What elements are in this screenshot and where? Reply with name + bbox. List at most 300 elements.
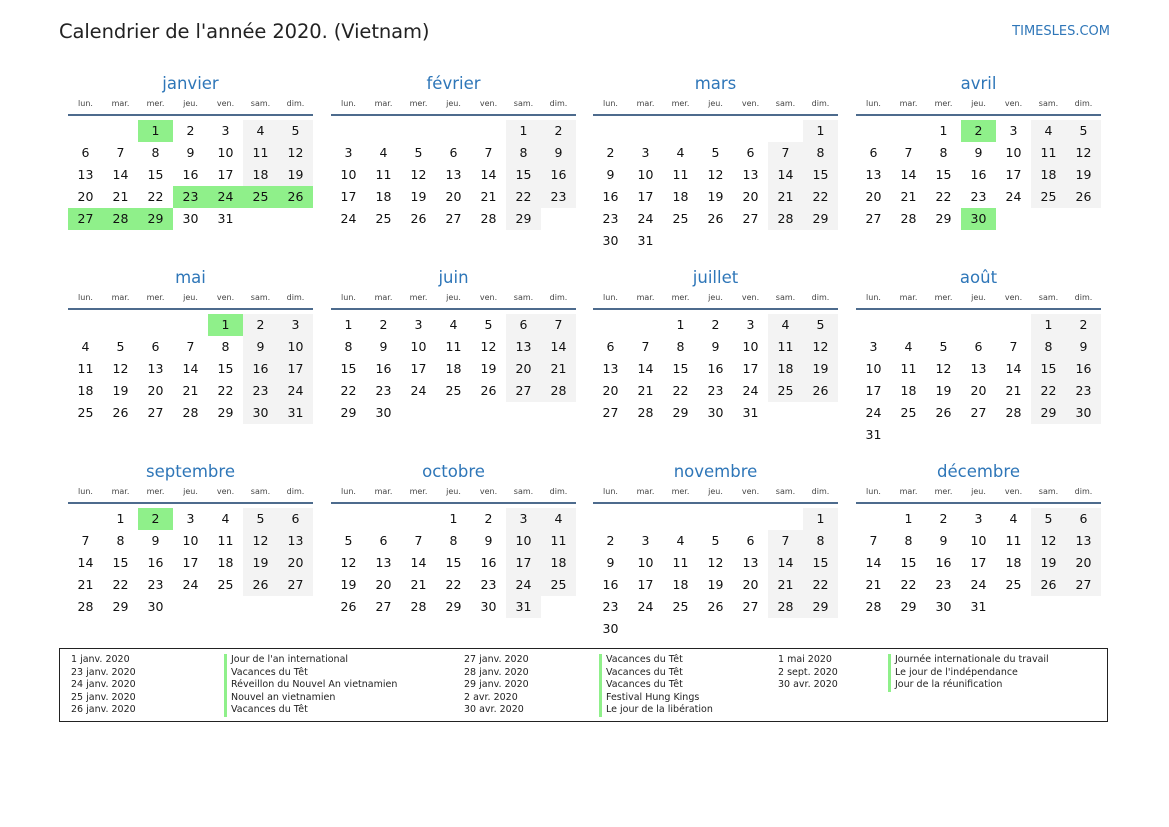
week-row	[68, 530, 313, 552]
day-cell: 18	[243, 164, 278, 186]
legend-date: 1 mai 2020	[778, 654, 832, 665]
weekday-label: ven.	[216, 293, 235, 302]
day-cell: 7	[414, 533, 423, 548]
day-cell: 14	[182, 361, 199, 376]
empty-cell	[401, 508, 436, 530]
day-cell: 28	[480, 211, 497, 226]
day-cell: 23	[480, 577, 497, 592]
day-cell: 9	[541, 142, 576, 164]
empty-cell	[593, 508, 628, 530]
weekday-label: lun.	[603, 293, 618, 302]
day-cell: 10	[506, 530, 541, 552]
legend-holiday-name: Vacances du Têt	[599, 654, 713, 667]
site-link[interactable]: TIMESLES.COM	[1012, 24, 1110, 39]
weekday-label: mar.	[636, 487, 655, 496]
day-cell: 26	[707, 211, 724, 226]
day-cell: 8	[1031, 336, 1066, 358]
day-cell: 26	[707, 599, 724, 614]
empty-cell	[173, 596, 208, 618]
day-cell: 20	[445, 189, 462, 204]
day-cell: 31	[278, 402, 313, 424]
weekday-label: jeu.	[183, 99, 198, 108]
legend-date: 24 janv. 2020	[71, 679, 136, 690]
day-cell: 6	[869, 145, 878, 160]
empty-cell	[663, 230, 698, 252]
week-row	[593, 508, 838, 530]
weekday-label: ven.	[479, 293, 498, 302]
day-cell: 29	[138, 208, 173, 230]
day-cell: 7	[768, 142, 803, 164]
week-row	[68, 142, 313, 164]
day-cell: 6	[1066, 508, 1101, 530]
empty-cell	[856, 508, 891, 530]
day-cell: 15	[147, 167, 164, 182]
legend-date: 30 avr. 2020	[778, 679, 838, 690]
day-cell: 3	[186, 511, 195, 526]
day-cell: 23	[1066, 380, 1101, 402]
day-cell: 7	[1009, 339, 1018, 354]
legend-date: 23 janv. 2020	[71, 666, 136, 678]
day-cell: 2	[606, 533, 615, 548]
empty-cell	[593, 314, 628, 336]
empty-cell	[541, 208, 576, 230]
month-10	[331, 460, 576, 618]
empty-cell	[243, 208, 278, 230]
weekday-label: sam.	[775, 293, 796, 302]
day-cell: 17	[637, 577, 654, 592]
day-cell: 25	[1031, 186, 1066, 208]
day-cell: 31	[865, 427, 882, 442]
week-row	[68, 552, 313, 574]
day-cell: 4	[904, 339, 913, 354]
day-cell: 9	[484, 533, 493, 548]
day-cell: 21	[1005, 383, 1022, 398]
day-cell: 25	[243, 186, 278, 208]
weekday-label: dim.	[811, 99, 830, 108]
weekday-header	[331, 96, 576, 116]
day-cell: 5	[414, 145, 423, 160]
day-cell: 10	[742, 339, 759, 354]
day-cell: 15	[935, 167, 952, 182]
empty-cell	[541, 596, 576, 618]
empty-cell	[663, 618, 698, 640]
empty-cell	[856, 314, 891, 336]
month-4	[856, 72, 1101, 230]
week-row	[593, 380, 838, 402]
day-cell: 13	[506, 336, 541, 358]
day-cell: 11	[541, 530, 576, 552]
day-cell: 28	[103, 208, 138, 230]
weekday-label: lun.	[603, 487, 618, 496]
day-cell: 30	[602, 233, 619, 248]
empty-cell	[663, 508, 698, 530]
week-row	[331, 358, 576, 380]
day-cell: 17	[1005, 167, 1022, 182]
weekday-label: dim.	[1074, 99, 1093, 108]
weekday-label: mar.	[374, 293, 393, 302]
day-cell: 20	[147, 383, 164, 398]
weekday-header	[856, 290, 1101, 310]
weekday-header	[68, 290, 313, 310]
weekday-label: mar.	[111, 293, 130, 302]
week-row	[331, 402, 576, 424]
day-cell: 17	[340, 189, 357, 204]
empty-cell	[856, 120, 891, 142]
day-cell: 28	[541, 380, 576, 402]
week-row	[331, 552, 576, 574]
weekday-label: ven.	[1004, 293, 1023, 302]
empty-cell	[1066, 424, 1101, 446]
weekday-label: sam.	[513, 99, 534, 108]
empty-cell	[436, 120, 471, 142]
day-cell: 10	[182, 533, 199, 548]
day-cell: 22	[217, 383, 234, 398]
day-cell: 1	[803, 120, 838, 142]
day-cell: 14	[637, 361, 654, 376]
weekday-label: dim.	[811, 487, 830, 496]
day-cell: 6	[506, 314, 541, 336]
day-cell: 23	[707, 383, 724, 398]
day-cell: 17	[182, 555, 199, 570]
month-name: juillet	[692, 268, 739, 287]
empty-cell	[768, 508, 803, 530]
day-cell: 12	[1031, 530, 1066, 552]
day-cell: 3	[974, 511, 983, 526]
day-cell: 31	[637, 233, 654, 248]
weekday-header	[331, 484, 576, 504]
day-cell: 17	[742, 361, 759, 376]
day-cell: 9	[939, 533, 948, 548]
day-cell: 11	[768, 336, 803, 358]
weekday-label: lun.	[341, 487, 356, 496]
day-cell: 4	[768, 314, 803, 336]
week-row	[68, 380, 313, 402]
day-cell: 24	[278, 380, 313, 402]
day-cell: 22	[112, 577, 129, 592]
day-cell: 7	[768, 530, 803, 552]
day-cell: 6	[151, 339, 160, 354]
empty-cell	[891, 424, 926, 446]
weekday-label: lun.	[341, 99, 356, 108]
empty-cell	[628, 314, 663, 336]
day-cell: 21	[768, 186, 803, 208]
weekday-label: lun.	[603, 99, 618, 108]
day-cell: 18	[1031, 164, 1066, 186]
day-cell: 26	[1066, 186, 1101, 208]
day-cell: 25	[1005, 577, 1022, 592]
day-cell: 12	[803, 336, 838, 358]
day-cell: 5	[344, 533, 353, 548]
day-cell: 20	[506, 358, 541, 380]
week-row	[856, 508, 1101, 530]
day-cell: 13	[602, 361, 619, 376]
week-row	[856, 424, 1101, 446]
day-cell: 27	[742, 211, 759, 226]
day-cell: 27	[147, 405, 164, 420]
empty-cell	[278, 208, 313, 230]
day-cell: 3	[414, 317, 423, 332]
day-cell: 22	[1031, 380, 1066, 402]
day-cell: 3	[506, 508, 541, 530]
day-cell: 25	[541, 574, 576, 596]
weekday-label: sam.	[250, 293, 271, 302]
day-cell: 16	[602, 189, 619, 204]
day-cell: 14	[900, 167, 917, 182]
legend-holiday-name: Jour de la réunification	[888, 679, 1049, 692]
empty-cell	[961, 314, 996, 336]
weekday-label: sam.	[775, 487, 796, 496]
day-cell: 3	[746, 317, 755, 332]
day-cell: 15	[803, 552, 838, 574]
month-name: juin	[438, 268, 469, 287]
month-name: octobre	[422, 462, 485, 481]
legend-date: 29 janv. 2020	[464, 679, 529, 690]
day-cell: 18	[768, 358, 803, 380]
weekday-label: sam.	[250, 99, 271, 108]
day-cell: 16	[541, 164, 576, 186]
day-cell: 10	[637, 167, 654, 182]
week-row	[593, 314, 838, 336]
day-cell: 11	[1031, 142, 1066, 164]
empty-cell	[628, 508, 663, 530]
day-cell: 8	[676, 339, 685, 354]
day-cell: 28	[865, 599, 882, 614]
day-cell: 9	[186, 145, 195, 160]
day-cell: 18	[541, 552, 576, 574]
weekday-label: sam.	[513, 487, 534, 496]
day-cell: 29	[445, 599, 462, 614]
day-cell: 9	[243, 336, 278, 358]
day-cell: 15	[112, 555, 129, 570]
weekday-label: jeu.	[971, 99, 986, 108]
day-cell: 17	[970, 555, 987, 570]
day-cell: 6	[379, 533, 388, 548]
day-cell: 8	[449, 533, 458, 548]
empty-cell	[506, 402, 541, 424]
week-row	[68, 358, 313, 380]
day-cell: 9	[974, 145, 983, 160]
day-cell: 4	[676, 533, 685, 548]
day-cell: 3	[869, 339, 878, 354]
month-2	[331, 72, 576, 230]
week-row	[856, 164, 1101, 186]
day-cell: 6	[81, 145, 90, 160]
day-cell: 7	[116, 145, 125, 160]
day-cell: 15	[1031, 358, 1066, 380]
day-cell: 4	[379, 145, 388, 160]
weekday-label: dim.	[549, 487, 568, 496]
day-cell: 18	[445, 361, 462, 376]
day-cell: 6	[606, 339, 615, 354]
day-cell: 27	[375, 599, 392, 614]
day-cell: 20	[77, 189, 94, 204]
day-cell: 5	[243, 508, 278, 530]
day-cell: 24	[742, 383, 759, 398]
empty-cell	[698, 120, 733, 142]
day-cell: 23	[602, 211, 619, 226]
day-cell: 10	[410, 339, 427, 354]
day-cell: 2	[711, 317, 720, 332]
day-cell: 25	[900, 405, 917, 420]
week-row	[331, 164, 576, 186]
day-cell: 3	[221, 123, 230, 138]
day-cell: 7	[541, 314, 576, 336]
day-cell: 20	[865, 189, 882, 204]
week-row	[593, 358, 838, 380]
week-row	[856, 208, 1101, 230]
month-name: mai	[175, 268, 206, 287]
day-cell: 1	[344, 317, 353, 332]
day-cell: 13	[1066, 530, 1101, 552]
legend-date: 28 janv. 2020	[464, 666, 529, 678]
day-cell: 7	[186, 339, 195, 354]
day-cell: 25	[375, 211, 392, 226]
day-cell: 14	[541, 336, 576, 358]
empty-cell	[803, 402, 838, 424]
day-cell: 17	[637, 189, 654, 204]
weekday-label: dim.	[549, 293, 568, 302]
month-7	[593, 266, 838, 424]
empty-cell	[331, 120, 366, 142]
week-row	[331, 336, 576, 358]
weekday-label: lun.	[341, 293, 356, 302]
day-cell: 13	[970, 361, 987, 376]
day-cell: 8	[116, 533, 125, 548]
day-cell: 23	[541, 186, 576, 208]
week-row	[331, 314, 576, 336]
day-cell: 21	[410, 577, 427, 592]
weekday-label: dim.	[1074, 293, 1093, 302]
weekday-label: ven.	[741, 293, 760, 302]
day-cell: 20	[1066, 552, 1101, 574]
empty-cell	[698, 618, 733, 640]
month-name: janvier	[162, 74, 219, 93]
day-cell: 16	[375, 361, 392, 376]
day-cell: 15	[217, 361, 234, 376]
day-cell: 27	[865, 211, 882, 226]
week-row	[593, 552, 838, 574]
weekday-label: mar.	[374, 99, 393, 108]
week-row	[68, 120, 313, 142]
day-cell: 22	[803, 186, 838, 208]
day-cell: 3	[344, 145, 353, 160]
day-cell: 15	[340, 361, 357, 376]
week-row	[68, 164, 313, 186]
day-cell: 28	[637, 405, 654, 420]
week-row	[68, 596, 313, 618]
weekday-label: mar.	[374, 487, 393, 496]
day-cell: 27	[445, 211, 462, 226]
empty-cell	[961, 424, 996, 446]
day-cell: 1	[116, 511, 125, 526]
weekday-label: mer.	[409, 99, 428, 108]
day-cell: 21	[182, 383, 199, 398]
day-cell: 30	[147, 599, 164, 614]
week-row	[856, 120, 1101, 142]
day-cell: 19	[340, 577, 357, 592]
day-cell: 24	[865, 405, 882, 420]
week-row	[68, 314, 313, 336]
day-cell: 14	[480, 167, 497, 182]
day-cell: 28	[900, 211, 917, 226]
week-row	[331, 186, 576, 208]
day-cell: 21	[768, 574, 803, 596]
day-cell: 28	[182, 405, 199, 420]
week-row	[856, 358, 1101, 380]
day-cell: 16	[480, 555, 497, 570]
legend-holiday-name: Réveillon du Nouvel An vietnamien	[224, 679, 397, 692]
day-cell: 15	[672, 361, 689, 376]
week-row	[856, 186, 1101, 208]
weekday-label: dim.	[286, 99, 305, 108]
day-cell: 24	[1005, 189, 1022, 204]
week-row	[593, 618, 838, 640]
day-cell: 20	[742, 189, 759, 204]
empty-cell	[891, 120, 926, 142]
day-cell: 9	[379, 339, 388, 354]
day-cell: 1	[208, 314, 243, 336]
week-row	[593, 336, 838, 358]
week-row	[856, 336, 1101, 358]
day-cell: 16	[243, 358, 278, 380]
day-cell: 16	[147, 555, 164, 570]
day-cell: 27	[602, 405, 619, 420]
day-cell: 30	[375, 405, 392, 420]
empty-cell	[768, 230, 803, 252]
day-cell: 26	[1031, 574, 1066, 596]
day-cell: 24	[410, 383, 427, 398]
week-row	[856, 314, 1101, 336]
weekday-label: mer.	[934, 487, 953, 496]
day-cell: 27	[68, 208, 103, 230]
day-cell: 12	[410, 167, 427, 182]
weekday-label: mar.	[899, 487, 918, 496]
day-cell: 27	[1066, 574, 1101, 596]
day-cell: 11	[243, 142, 278, 164]
day-cell: 10	[217, 145, 234, 160]
day-cell: 7	[641, 339, 650, 354]
day-cell: 29	[112, 599, 129, 614]
day-cell: 23	[173, 186, 208, 208]
weekday-label: dim.	[286, 293, 305, 302]
day-cell: 13	[445, 167, 462, 182]
day-cell: 25	[445, 383, 462, 398]
empty-cell	[68, 508, 103, 530]
empty-cell	[891, 314, 926, 336]
weekday-label: mer.	[409, 293, 428, 302]
day-cell: 12	[707, 167, 724, 182]
empty-cell	[1031, 208, 1066, 230]
day-cell: 14	[77, 555, 94, 570]
legend-date: 30 avr. 2020	[464, 704, 524, 715]
weekday-label: jeu.	[708, 293, 723, 302]
week-row	[856, 552, 1101, 574]
week-row	[856, 142, 1101, 164]
empty-cell	[103, 314, 138, 336]
day-cell: 28	[77, 599, 94, 614]
day-cell: 18	[672, 577, 689, 592]
day-cell: 21	[541, 358, 576, 380]
weekday-label: mar.	[636, 99, 655, 108]
day-cell: 30	[961, 208, 996, 230]
day-cell: 29	[900, 599, 917, 614]
day-cell: 16	[602, 577, 619, 592]
empty-cell	[733, 120, 768, 142]
day-cell: 10	[865, 361, 882, 376]
week-row	[593, 596, 838, 618]
week-row	[856, 574, 1101, 596]
week-row	[856, 530, 1101, 552]
